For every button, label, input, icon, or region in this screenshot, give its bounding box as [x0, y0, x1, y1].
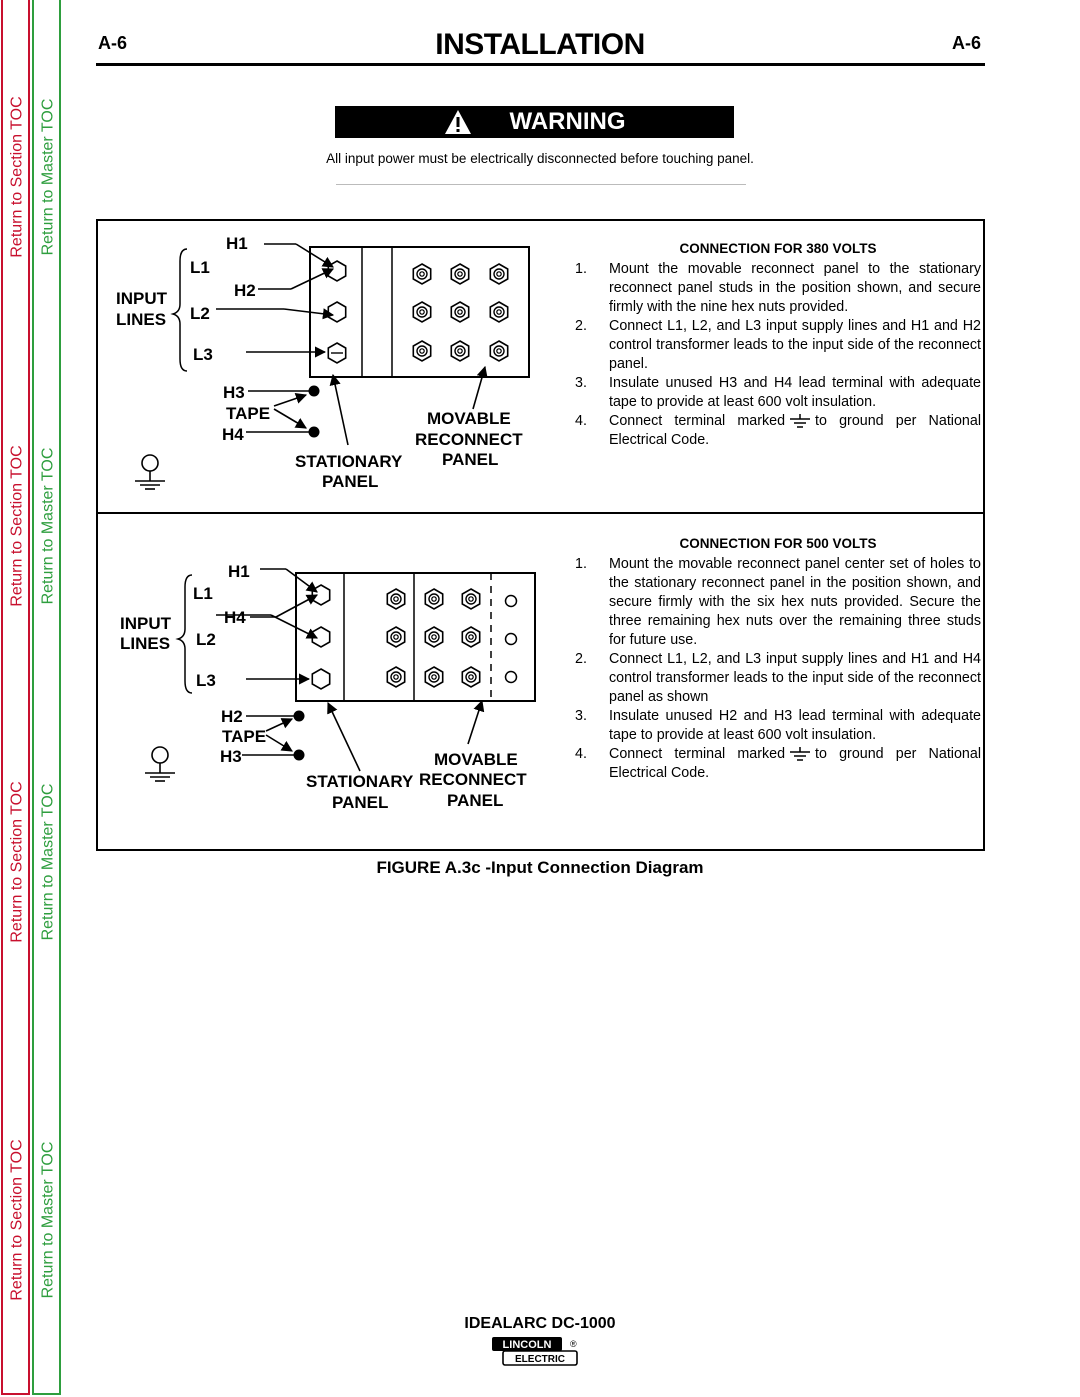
svg-text:H2: H2: [234, 281, 256, 300]
page-title: INSTALLATION: [435, 28, 645, 61]
return-to-master-toc-link[interactable]: Return to Master TOC: [39, 1141, 57, 1299]
header-rule: [96, 63, 985, 66]
svg-text:LINCOLN: LINCOLN: [502, 1339, 552, 1351]
svg-text:LINES: LINES: [120, 634, 171, 653]
connection-380-heading: CONNECTION FOR 380 VOLTS: [679, 241, 877, 256]
svg-text:PANEL: PANEL: [447, 791, 504, 810]
warning-triangle-icon: [444, 109, 472, 135]
svg-text:L3: L3: [196, 671, 216, 690]
list-item: 4. Connect terminal marked to ground per National Electrical Code.: [575, 746, 982, 781]
ground-symbol-icon: [135, 455, 165, 489]
section-toc-bar: [1, 0, 30, 1395]
svg-text:L3: L3: [193, 345, 213, 364]
svg-text:RECONNECT: RECONNECT: [419, 770, 527, 789]
return-to-section-toc-link[interactable]: Return to Section TOC: [8, 1139, 26, 1301]
warning-label: WARNING: [509, 108, 626, 135]
diagram-380-volts: [116, 234, 529, 491]
lincoln-electric-logo: [491, 1336, 579, 1366]
stud-l1: [328, 261, 345, 281]
svg-text:®: ®: [570, 1339, 577, 1349]
svg-text:H2: H2: [221, 707, 243, 726]
return-to-master-toc-link[interactable]: Return to Master TOC: [39, 98, 57, 256]
connection-diagrams: [96, 219, 576, 851]
svg-text:INPUT: INPUT: [120, 614, 171, 633]
list-item: 1. Mount the movable reconnect panel to the stationary reconnect panel studs in the position shown, and secure firmly with the nine hex nuts provided.: [575, 261, 981, 315]
ground-symbol-icon: [145, 747, 175, 781]
connection-500-heading: CONNECTION FOR 500 VOLTS: [679, 536, 877, 551]
svg-text:STATIONARY: STATIONARY: [295, 452, 403, 471]
page-code-left: A-6: [98, 33, 128, 53]
connection-380-instructions: [575, 239, 981, 450]
svg-text:L2: L2: [190, 304, 210, 323]
svg-text:MOVABLE: MOVABLE: [434, 750, 518, 769]
warning-banner: [335, 106, 734, 138]
stud-l2: [328, 302, 345, 322]
svg-text:STATIONARY: STATIONARY: [306, 772, 414, 791]
model-name: IDEALARC DC-1000: [464, 1315, 616, 1332]
svg-text:H3: H3: [223, 383, 245, 402]
svg-text:INPUT: INPUT: [116, 289, 167, 308]
svg-text:ELECTRIC: ELECTRIC: [515, 1354, 565, 1365]
svg-text:L1: L1: [190, 258, 210, 277]
ground-icon: [789, 414, 811, 428]
svg-text:PANEL: PANEL: [332, 793, 389, 812]
svg-text:H1: H1: [226, 234, 248, 253]
svg-text:LINES: LINES: [116, 310, 167, 329]
svg-text:H4: H4: [222, 425, 244, 444]
svg-text:L1: L1: [193, 584, 213, 603]
svg-text:MOVABLE: MOVABLE: [427, 409, 511, 428]
list-item: 2. Connect L1, L2, and L3 input supply lines and H1 and H2 control transformer leads to the input side of the reconnect panel.: [575, 318, 981, 372]
svg-text:PANEL: PANEL: [442, 450, 499, 469]
page-code-right: A-6: [952, 33, 982, 53]
list-item: 2. Connect L1, L2, and L3 input supply lines and H1 and H4 control transformer leads to the input side of the reconnect panel as shown: [575, 651, 981, 705]
svg-text:L2: L2: [196, 630, 216, 649]
ground-icon: [789, 747, 811, 761]
list-item: 1. Mount the movable reconnect panel center set of holes to the stationary reconnect panel in the position shown, and secure firmly with the six hex nuts provided. Secure the three remaining hex nuts over the remaining three studs for future use.: [575, 556, 981, 648]
figure-caption: FIGURE A.3c -Input Connection Diagram: [376, 858, 704, 877]
connection-500-instructions: [575, 534, 981, 783]
svg-text:H4: H4: [224, 608, 246, 627]
svg-text:TAPE: TAPE: [226, 404, 271, 423]
warning-text: All input power must be electrically disconnected before touching panel.: [326, 151, 754, 166]
svg-text:TAPE: TAPE: [222, 727, 267, 746]
list-item: 3. Insulate unused H3 and H4 lead terminal with adequate tape to provide at least 600 volt insulation.: [575, 375, 981, 410]
svg-text:H3: H3: [220, 747, 242, 766]
master-toc-bar: [32, 0, 61, 1395]
return-to-section-toc-link[interactable]: Return to Section TOC: [8, 445, 26, 607]
diagram-500-volts: [120, 562, 535, 812]
list-item: 4. Connect terminal marked to ground per National Electrical Code.: [575, 413, 982, 448]
svg-text:PANEL: PANEL: [322, 472, 379, 491]
svg-text:H1: H1: [228, 562, 250, 581]
list-item: 3. Insulate unused H2 and H3 lead terminal with adequate tape to provide at least 600 volt insulation.: [575, 708, 981, 743]
return-to-master-toc-link[interactable]: Return to Master TOC: [39, 447, 57, 605]
divider: [336, 184, 746, 185]
return-to-master-toc-link[interactable]: Return to Master TOC: [39, 783, 57, 941]
return-to-section-toc-link[interactable]: Return to Section TOC: [8, 96, 26, 258]
return-to-section-toc-link[interactable]: Return to Section TOC: [8, 781, 26, 943]
svg-text:RECONNECT: RECONNECT: [415, 430, 523, 449]
